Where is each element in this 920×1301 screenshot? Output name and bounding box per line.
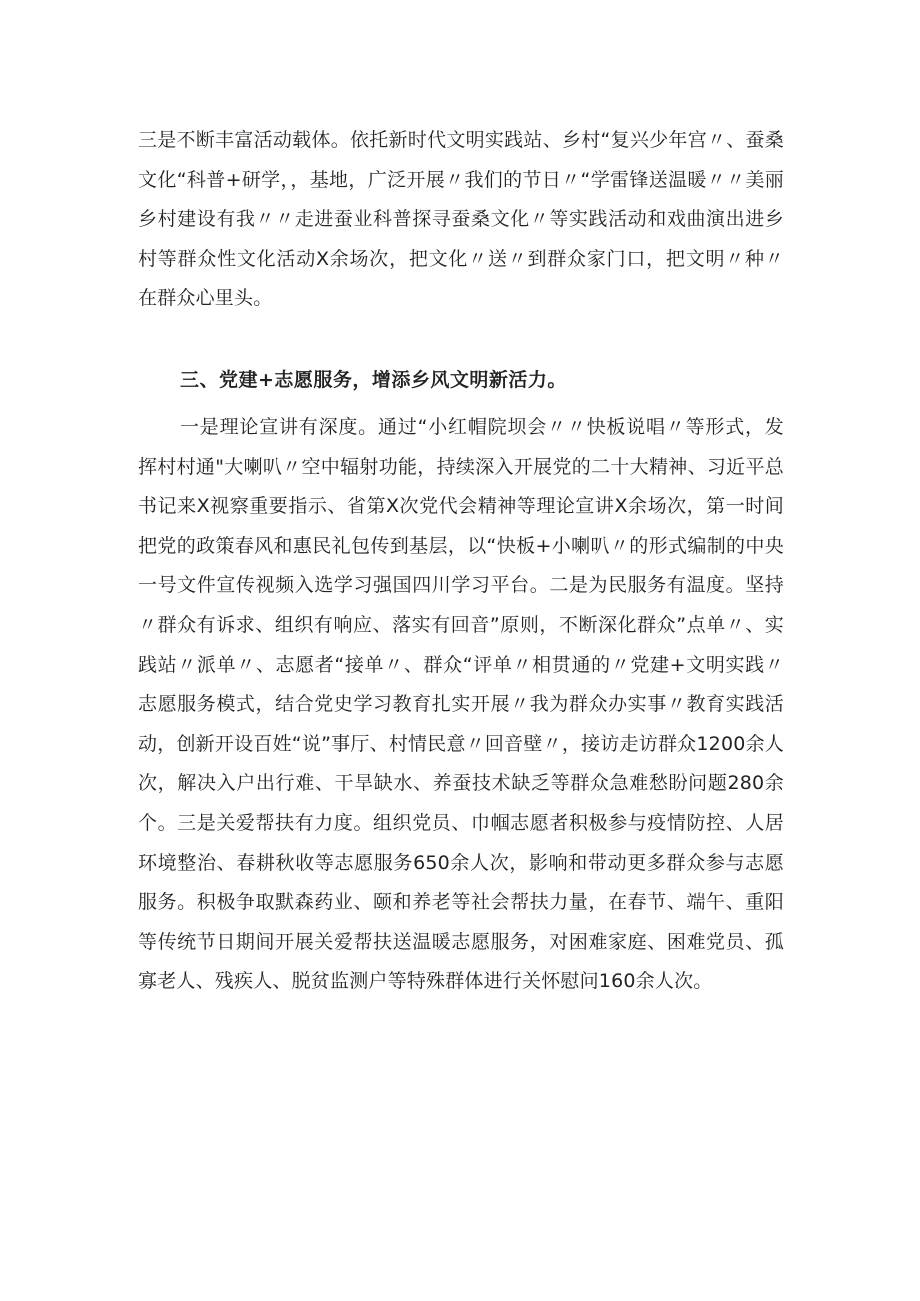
section-heading-party-volunteer: 三、党建+志愿服务，增添乡风文明新活力。 — [180, 369, 567, 391]
paragraph-volunteer-services: 一是理论宣讲有深度。通过“小红帽院坝会〃〃快板说唱〃等形式，发挥村村通"大喇叭〃空中辐射功能，持续深入开展党的二十大精神、习近平总书记来X视察重要指示、省第X次党代会精神等理论宣讲X余场次，第一时间把党的政策春风和惠民礼包传到基层，以“快板+小喇叭〃的形式编制的中央一号文件宣传视频入选学习强国四川学习平台。二是为民服务有温度。坚持〃群众有诉求、组织有响应、落实有回音”原则，不断深化群众”点单〃、实践站〃派单〃、志愿者“接单〃、群众“评单〃相贯通的〃党建+文明实践〃志愿服务模式，结合党史学习教育扎实开展〃我为群众办实事〃教育实践活动，创新开设百姓“说”事厅、村情民意〃回音壁〃，接访走访群众1200余人次，解决入户出行难、干旱缺水、养蚕技术缺乏等群众急难愁盼问题280余个。三是关爱帮扶有力度。组织党员、巾帼志愿者积极参与疫情防控、人居环境整治、春耕秋收等志愿服务650余人次，影响和带动更多群众参与志愿服务。积极争取默森药业、颐和养老等社会帮扶力量，在春节、端午、重阳等传统节日期间开展关爱帮扶送温暖志愿服务，对困难家庭、困难党员、孤寡老人、残疾人、脱贫监测户等特殊群体进行关怀慰问160余人次。 — [138, 416, 784, 993]
paragraph-activity-carriers: 三是不断丰富活动载体。依托新时代文明实践站、乡村“复兴少年宫〃、蚕桑文化“科普+研学，，基地，广泛开展〃我们的节日〃“学雷锋送温暖〃〃美丽乡村建设有我〃〃走进蚕业科普探寻蚕桑文化〃等实践活动和戏曲演出进乡村等群众性文化活动X余场次，把文化〃送〃到群众家门口，把文明〃种〃在群众心里头。 — [138, 129, 784, 310]
